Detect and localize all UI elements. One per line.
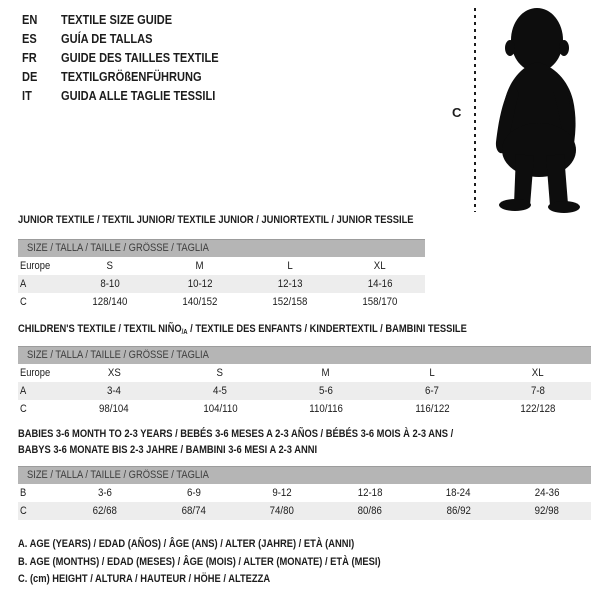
- table-row: C 98/104 104/110 110/116 116/122 122/128: [20, 403, 556, 415]
- lang-code: DE: [22, 69, 38, 84]
- language-title-list: [22, 10, 246, 105]
- junior-table-title: JUNIOR TEXTILE / TEXTIL JUNIOR/ TEXTILE JUNIOR / JUNIORTEXTIL / JUNIOR TESSILE: [18, 214, 414, 226]
- size-header-bar: SIZE / TALLA / TAILLE / GRÖSSE / TAGLIA: [18, 346, 591, 364]
- table-row: Europe XS S M L XL: [20, 367, 544, 379]
- table-row: C 128/140 140/152 152/158 158/170: [20, 296, 398, 308]
- lang-code: ES: [22, 31, 37, 46]
- footnote-b: B. AGE (MONTHS) / EDAD (MESES) / ÂGE (MOIS) / ALTER (MONATE) / ETÀ (MESI): [18, 555, 381, 568]
- table-row: Europe S M L XL: [20, 260, 386, 272]
- lang-row-fr: [22, 48, 246, 67]
- footnote-a: A. AGE (YEARS) / EDAD (AÑOS) / ÂGE (ANS) / ALTER (JAHRE) / ETÀ (ANNI): [18, 538, 355, 550]
- junior-size-table: [18, 239, 425, 311]
- lang-row-it: [22, 86, 246, 105]
- lang-label: GUIDA ALLE TAGLIE TESSILI: [61, 88, 216, 103]
- lang-code: FR: [22, 50, 37, 65]
- babies-table-title: BABIES 3-6 MONTH TO 2-3 YEARS / BEBÉS 3-6 MESES A 2-3 AÑOS / BÉBÉS 3-6 MOIS À 2-3 ANS / BABYS 3-6 MONATE BIS 2-3 JAHRE / BAMBINI 3-6 MESI A 2-3 ANNI: [18, 428, 454, 456]
- footnotes: [18, 536, 445, 589]
- table-row: A 8-10 10-12 12-13 14-16: [18, 275, 425, 293]
- table-row: B 3-6 6-9 9-12 12-18 18-24 24-36: [20, 487, 560, 499]
- footnote-c: C. (cm) HEIGHT / ALTURA / HAUTEUR / HÖHE / ALTEZZA: [18, 573, 271, 585]
- children-table-title: CHILDREN'S TEXTILE / TEXTIL $NIÑO_{/A}$ / TEXTILE DES ENFANTS / KINDERTEXTIL / BAMBINI TESSILE: [18, 323, 467, 336]
- lang-label: GUÍA DE TALLAS: [61, 31, 153, 46]
- baby-silhouette-icon: [482, 4, 596, 214]
- height-measure-label: C: [452, 105, 462, 120]
- children-size-table: [18, 346, 591, 418]
- lang-row-de: [22, 67, 246, 86]
- lang-code: EN: [22, 12, 38, 27]
- babies-size-table: [18, 466, 591, 520]
- lang-code: IT: [22, 88, 32, 103]
- lang-label: TEXTILGRÖßENFÜHRUNG: [61, 69, 202, 84]
- size-header-bar: SIZE / TALLA / TAILLE / GRÖSSE / TAGLIA: [18, 239, 425, 257]
- height-dotted-line: [474, 8, 476, 212]
- table-row: A 3-4 4-5 5-6 6-7 7-8: [18, 382, 591, 400]
- size-header-bar: SIZE / TALLA / TAILLE / GRÖSSE / TAGLIA: [18, 466, 591, 484]
- lang-label: TEXTILE SIZE GUIDE: [61, 12, 173, 27]
- table-row: C 62/68 68/74 74/80 80/86 86/92 92/98: [18, 502, 591, 520]
- lang-label: GUIDE DES TAILLES TEXTILE: [61, 50, 219, 65]
- lang-row-en: [22, 10, 246, 29]
- lang-row-es: [22, 29, 246, 48]
